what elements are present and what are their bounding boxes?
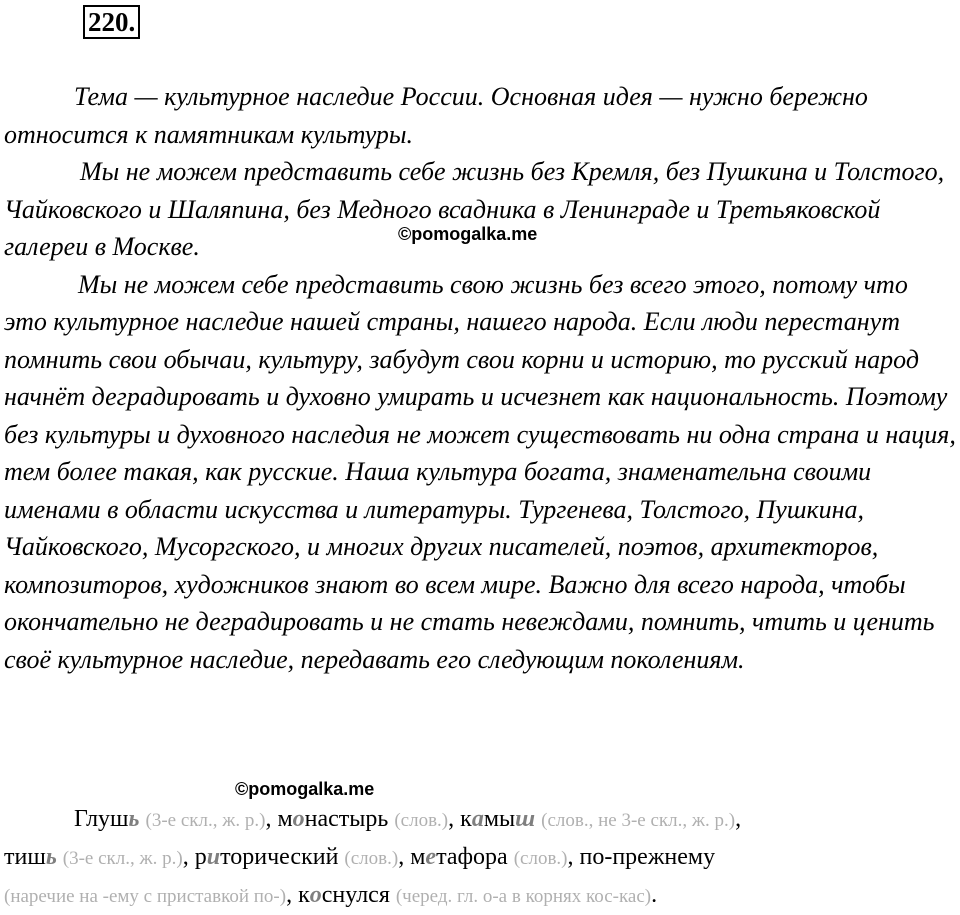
word: тишь: [4, 844, 57, 870]
spelling-words: [4, 801, 954, 915]
essay-paragraph-theme: Тема — культурное наследие России. Основная идея — нужно бережно относится к памятникам культуры.: [4, 82, 868, 149]
word: камыш: [460, 806, 536, 832]
word-note: (наречие на -ему с приставкой по-): [4, 886, 287, 907]
word-note: (слов.): [344, 848, 399, 869]
word: по-прежнему: [579, 844, 716, 870]
word-note: (слов.): [513, 848, 568, 869]
word: монастырь: [277, 806, 389, 832]
word: риторический: [194, 844, 339, 870]
spelling-line: (наречие на -ему с приставкой по-), коснулся (черед. гл. о-а в корнях кос-кас).: [4, 882, 658, 908]
spelling-line: тишь (3-е скл., ж. р.), риторический (слов.), метафора (слов.), по-прежнему: [4, 844, 716, 870]
word: Глушь: [74, 806, 140, 832]
watermark: ©pomogalka.me: [235, 779, 375, 799]
word-note: (слов., не 3-е скл., ж. р.): [541, 810, 736, 831]
word: коснулся: [298, 882, 390, 908]
word-note: (слов.): [394, 810, 449, 831]
word: метафора: [410, 844, 508, 870]
watermark: ©pomogalka.me: [398, 224, 538, 244]
word-note: (3-е скл., ж. р.): [145, 810, 266, 831]
spelling-line: Глушь (3-е скл., ж. р.), монастырь (слов.), камыш (слов., не 3-е скл., ж. р.),: [74, 806, 742, 832]
exercise-number: 220.: [83, 5, 140, 39]
essay-paragraph-kremlin: Мы не можем представить себе жизнь без Кремля, без Пушкина и Толстого, Чайковского и Шаляпина, без Медного всадника в Ленинграде и Третьяковской галереи в Москве.: [4, 157, 945, 261]
word-note: (3-е скл., ж. р.): [62, 848, 183, 869]
essay-text: [4, 78, 956, 678]
word-note: (черед. гл. о-а в корнях кос-кас): [395, 886, 652, 907]
essay-paragraph-heritage: Мы не можем себе представить свою жизнь без всего этого, потому что это культурное наследие нашей страны, нашего народа. Если люди перестанут помнить свои обычаи, культуру, забудут свои корни и историю, то русский народ начнёт деградировать и духовно умирать и исчезнет как национальность. Поэтому без культуры и духовного наследия не может существовать ни одна страна и нация, тем более такая, как русские. Наша культура богата, знаменательна своими именами в области искусства и литературы. Тургенева, Толстого, Пушкина, Чайковского, Мусоргского, и многих других писателей, поэтов, архитекторов, композиторов, художников знают во всем мире. Важно для всего народа, чтобы окончательно не деградировать и не стать невеждами, помнить, чтить и ценить своё культурное наследие, передавать его следующим поколениям.: [4, 269, 956, 674]
